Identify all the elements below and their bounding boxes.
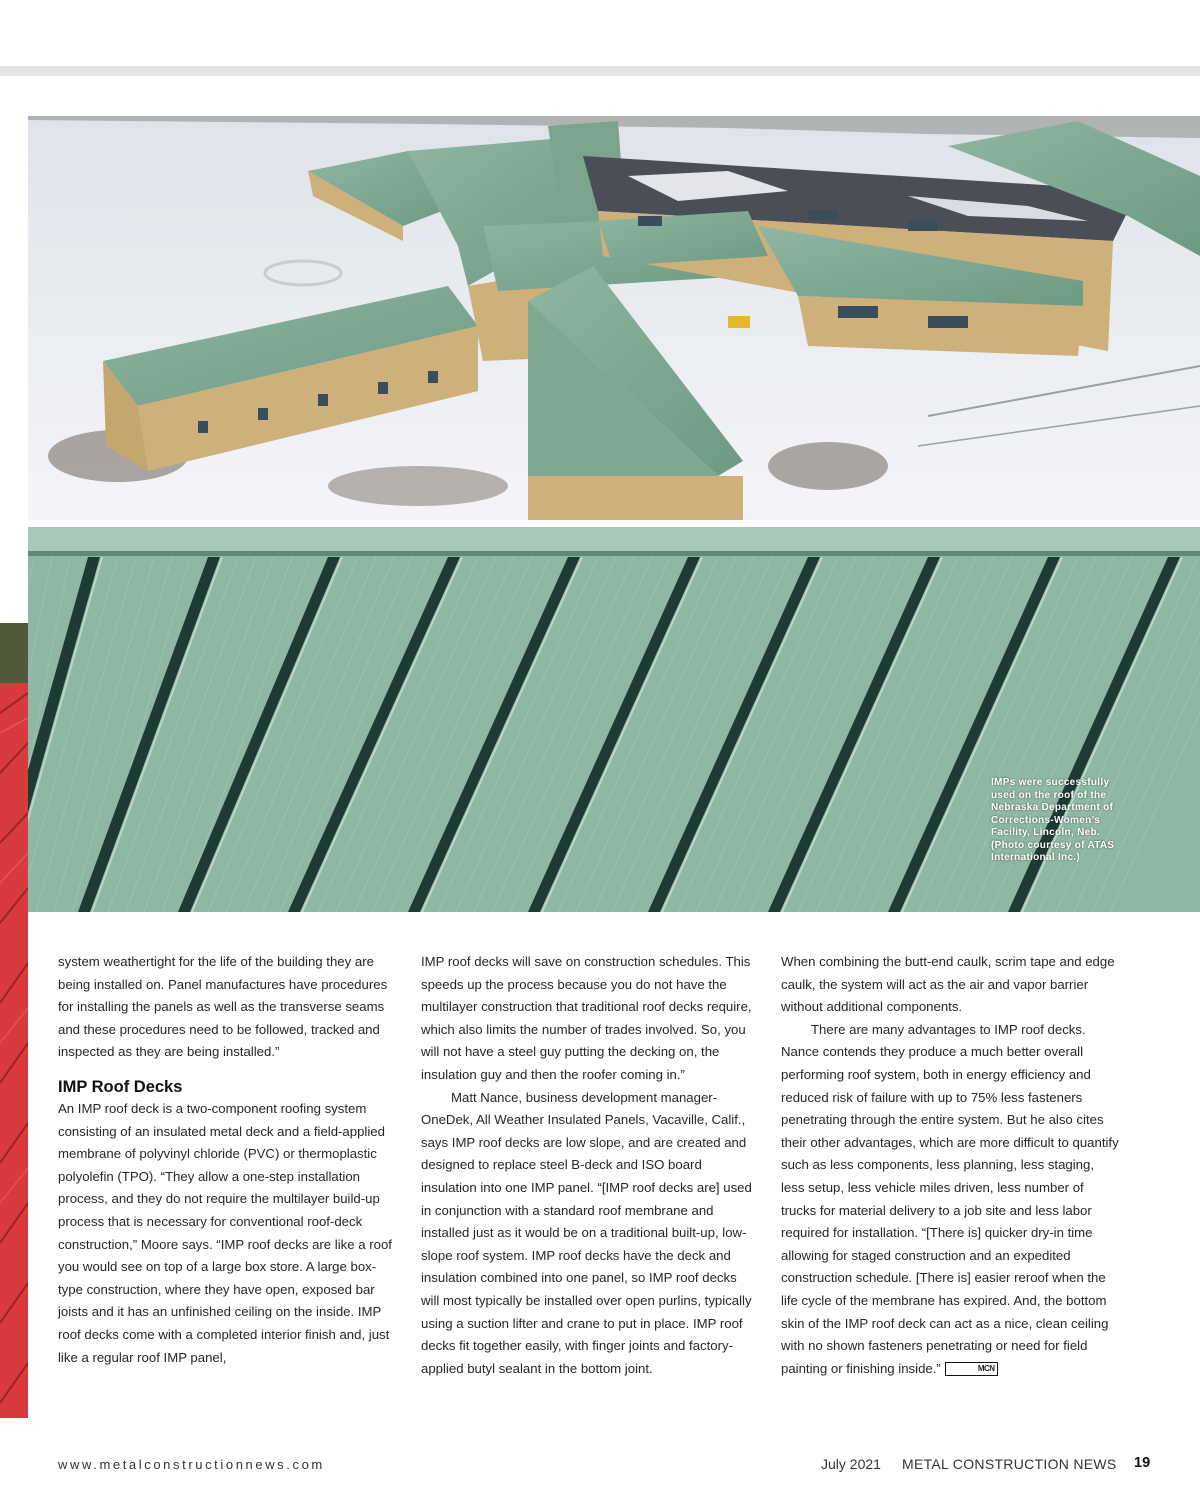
- article-column-3: [781, 951, 1121, 1380]
- mcn-end-mark-icon: MCN: [945, 1362, 998, 1376]
- footer-issue-date: July 2021: [821, 1456, 881, 1472]
- footer-website-link[interactable]: www.metalconstructionnews.com: [58, 1457, 325, 1472]
- paragraph: [781, 1019, 1121, 1381]
- aerial-facility-photo: [28, 116, 1200, 520]
- paragraph: An IMP roof deck is a two-component roofing system consisting of an insulated metal deck and a field-applied membrane of polyvinyl chloride (PVC) or thermoplastic polyolefin (TPO). “They allow a one-step installation process, and they do not require the multilayer build-up process that is necessary for conventional roof-deck construction,” Moore says. “IMP roof decks are like a roof you would see on top of a large box store. A large box-type construction, where they have open, exposed bar joists and it has an unfinished ceiling on the inside. IMP roof decks come with a completed interior finish and, just like a regular roof IMP panel,: [58, 1100, 392, 1365]
- footer-magazine-name: METAL CONSTRUCTION NEWS: [902, 1456, 1117, 1472]
- paragraph: Matt Nance, business development manager-OneDek, All Weather Insulated Panels, Vacaville, Calif., says IMP roof decks are low slope, and are created and designed to replace steel B-deck and ISO board insulation into one IMP panel. “[IMP roof decks are] used in conjunction with a standard roof membrane and installed just as it would be on a traditional built-up, low-slope roof system. IMP roof decks have the deck and insulation combined into one panel, so IMP roof decks will most typically be installed over open purlins, typically using a suction lifter and crane to put in place. IMP roof decks fit together easily, with finger joints and factory-applied butyl sealant in the bottom joint.: [421, 1089, 752, 1376]
- left-edge-red-roof-photo: [0, 623, 28, 1418]
- photo-caption: IMPs were successfully used on the roof of the Nebraska Department of Corrections-Women’s Facility, Lincoln, Neb. (Photo courtesy of ATAS International Inc.): [991, 777, 1115, 863]
- paragraph: system weathertight for the life of the building they are being installed on. Panel manufactures have procedures for installing the panels as well as the transverse seams and these procedures need to be followed, tracked and inspected as they are being installed.”: [58, 954, 388, 1060]
- top-gray-band: [0, 66, 1200, 76]
- footer-page-number: 19: [1134, 1455, 1151, 1471]
- paragraph: IMP roof decks will save on construction schedules. This speeds up the process because you do not have the multilayer construction that traditional roof decks require, which also limits the number of trades involved. So, you will not have a steel guy putting the decking on, the insulation guy and then the roofer coming in.”: [421, 954, 752, 1082]
- article-column-2: [421, 951, 757, 1380]
- paragraph: When combining the butt-end caulk, scrim tape and edge caulk, the system will act as the air and vapor barrier without additional components.: [781, 954, 1115, 1015]
- article-column-1: [58, 951, 394, 1369]
- section-heading: IMP Roof Decks: [58, 1077, 183, 1096]
- paragraph-text: There are many advantages to IMP roof decks. Nance contends they produce a much better overall performing roof system, both in energy efficiency and reduced risk of failure with up to 75% less fasteners penetrating through the entire system. But he also cites their other advantages, which are more difficult to quantify such as less components, less planning, less staging, less setup, less vehicle miles driven, less number of trucks for material delivery to a job site and less labor required for installation. “[There is] quicker dry-in time allowing for staged construction and an expedited construction schedule. [There is] easier reroof when the life cycle of the membrane has expired. And, the bottom skin of the IMP roof deck can act as a nice, clean ceiling with no shown fasteners penetrating or need for field painting or finishing inside.”: [781, 1021, 1119, 1376]
